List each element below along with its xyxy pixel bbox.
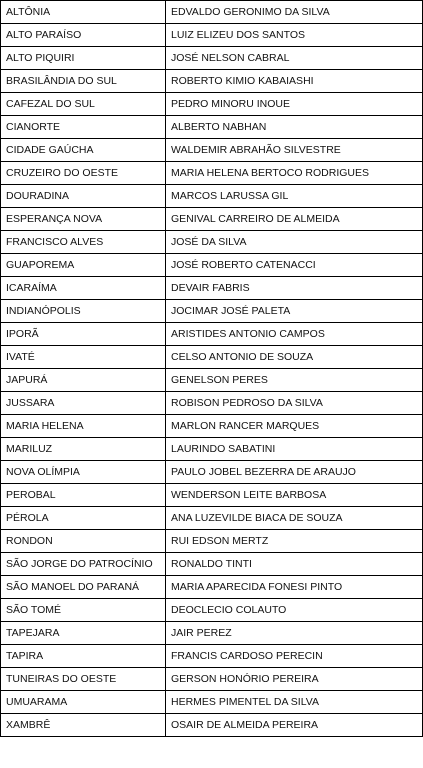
table-row [1, 369, 423, 392]
person-name-cell: LUIZ ELIZEU DOS SANTOS [166, 24, 423, 47]
person-name-cell: WALDEMIR ABRAHÃO SILVESTRE [166, 139, 423, 162]
person-name-cell: FRANCIS CARDOSO PERECIN [166, 645, 423, 668]
city-cell: PEROBAL [1, 484, 166, 507]
city-cell: MARILUZ [1, 438, 166, 461]
person-name-cell: MARIA HELENA BERTOCO RODRIGUES [166, 162, 423, 185]
city-cell: INDIANÓPOLIS [1, 300, 166, 323]
city-cell: ESPERANÇA NOVA [1, 208, 166, 231]
table-row [1, 70, 423, 93]
person-name-cell: OSAIR DE ALMEIDA PEREIRA [166, 714, 423, 737]
city-cell: TAPIRA [1, 645, 166, 668]
person-name-cell: LAURINDO SABATINI [166, 438, 423, 461]
person-name-cell: JOCIMAR JOSÉ PALETA [166, 300, 423, 323]
table-row [1, 392, 423, 415]
city-cell: CAFEZAL DO SUL [1, 93, 166, 116]
city-cell: IPORÃ [1, 323, 166, 346]
table-row [1, 645, 423, 668]
city-cell: IVATÉ [1, 346, 166, 369]
city-cell: ALTO PARAÍSO [1, 24, 166, 47]
table-row [1, 691, 423, 714]
person-name-cell: ROBISON PEDROSO DA SILVA [166, 392, 423, 415]
table-row [1, 530, 423, 553]
person-name-cell: GERSON HONÓRIO PEREIRA [166, 668, 423, 691]
person-name-cell: ANA LUZEVILDE BIACA DE SOUZA [166, 507, 423, 530]
city-cell: JAPURÁ [1, 369, 166, 392]
person-name-cell: RUI EDSON MERTZ [166, 530, 423, 553]
table-row [1, 599, 423, 622]
city-cell: DOURADINA [1, 185, 166, 208]
person-name-cell: JAIR PEREZ [166, 622, 423, 645]
person-name-cell: JOSÉ DA SILVA [166, 231, 423, 254]
table-row [1, 323, 423, 346]
city-cell: CIDADE GAÚCHA [1, 139, 166, 162]
city-cell: NOVA OLÍMPIA [1, 461, 166, 484]
person-name-cell: EDVALDO GERONIMO DA SILVA [166, 1, 423, 24]
city-cell: UMUARAMA [1, 691, 166, 714]
person-name-cell: ALBERTO NABHAN [166, 116, 423, 139]
table-row [1, 576, 423, 599]
person-name-cell: PEDRO MINORU INOUE [166, 93, 423, 116]
table-row [1, 507, 423, 530]
person-name-cell: ARISTIDES ANTONIO CAMPOS [166, 323, 423, 346]
table-row [1, 346, 423, 369]
person-name-cell: GENIVAL CARREIRO DE ALMEIDA [166, 208, 423, 231]
city-cell: BRASILÂNDIA DO SUL [1, 70, 166, 93]
city-cell: RONDON [1, 530, 166, 553]
person-name-cell: GENELSON PERES [166, 369, 423, 392]
table-row [1, 93, 423, 116]
person-name-cell: WENDERSON LEITE BARBOSA [166, 484, 423, 507]
table-row [1, 139, 423, 162]
table-row [1, 622, 423, 645]
city-cell: CIANORTE [1, 116, 166, 139]
person-name-cell: MARLON RANCER MARQUES [166, 415, 423, 438]
person-name-cell: MARIA APARECIDA FONESI PINTO [166, 576, 423, 599]
person-name-cell: ROBERTO KIMIO KABAIASHI [166, 70, 423, 93]
table-row [1, 116, 423, 139]
city-cell: XAMBRÊ [1, 714, 166, 737]
city-cell: PÉROLA [1, 507, 166, 530]
table-row [1, 24, 423, 47]
city-cell: ALTO PIQUIRI [1, 47, 166, 70]
city-cell: SÃO JORGE DO PATROCÍNIO [1, 553, 166, 576]
person-name-cell: RONALDO TINTI [166, 553, 423, 576]
table-row [1, 553, 423, 576]
table-row [1, 277, 423, 300]
table-row [1, 461, 423, 484]
city-cell: SÃO TOMÉ [1, 599, 166, 622]
city-cell: CRUZEIRO DO OESTE [1, 162, 166, 185]
table-row [1, 208, 423, 231]
table-row [1, 415, 423, 438]
person-name-cell: HERMES PIMENTEL DA SILVA [166, 691, 423, 714]
person-name-cell: DEOCLECIO COLAUTO [166, 599, 423, 622]
table-row [1, 231, 423, 254]
person-name-cell: PAULO JOBEL BEZERRA DE ARAUJO [166, 461, 423, 484]
city-cell: FRANCISCO ALVES [1, 231, 166, 254]
table-row [1, 162, 423, 185]
table-row [1, 668, 423, 691]
table-row [1, 185, 423, 208]
city-cell: ALTÔNIA [1, 1, 166, 24]
table-row [1, 714, 423, 737]
person-name-cell: DEVAIR FABRIS [166, 277, 423, 300]
city-cell: TAPEJARA [1, 622, 166, 645]
person-name-cell: MARCOS LARUSSA GIL [166, 185, 423, 208]
table-row [1, 47, 423, 70]
city-cell: MARIA HELENA [1, 415, 166, 438]
table-row [1, 254, 423, 277]
city-cell: JUSSARA [1, 392, 166, 415]
city-cell: TUNEIRAS DO OESTE [1, 668, 166, 691]
table-row [1, 484, 423, 507]
city-cell: ICARAÍMA [1, 277, 166, 300]
city-cell: SÃO MANOEL DO PARANÁ [1, 576, 166, 599]
person-name-cell: CELSO ANTONIO DE SOUZA [166, 346, 423, 369]
person-name-cell: JOSÉ NELSON CABRAL [166, 47, 423, 70]
table-row [1, 1, 423, 24]
person-name-cell: JOSÉ ROBERTO CATENACCI [166, 254, 423, 277]
city-cell: GUAPOREMA [1, 254, 166, 277]
table-row [1, 300, 423, 323]
table-body [1, 1, 423, 737]
table-row [1, 438, 423, 461]
